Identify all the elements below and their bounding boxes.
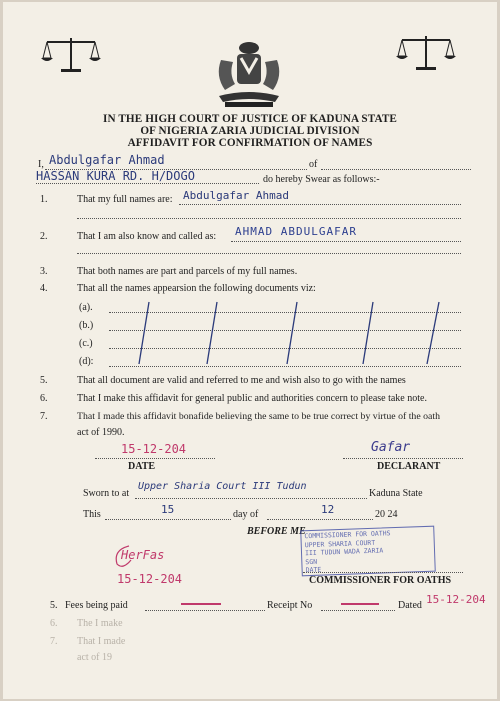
of-label: of (309, 159, 318, 170)
doc-b-label: (b.) (79, 320, 94, 331)
date-line (95, 458, 215, 459)
commissioner-stamp (300, 526, 436, 577)
item-5-text: That all document are valid and referred to me and wish also to go with the names (77, 375, 406, 386)
item-2-line (231, 241, 461, 242)
item-2-text: That I am also know and called as: (77, 231, 217, 242)
doc-c-label: (c.) (79, 338, 93, 349)
item-3-text: That both names are part and parcels of my full names. (77, 266, 298, 277)
scales-of-justice-left-icon (41, 36, 101, 74)
item-1-text: That my full names are: (77, 194, 173, 205)
commissioner-label: COMMISSIONER FOR OATHS (309, 575, 452, 586)
sworn-at-label: Sworn to at (83, 488, 130, 499)
fees-line (145, 610, 265, 611)
strike-slashes (113, 298, 473, 368)
commissioner-date: 15-12-204 (117, 572, 183, 586)
fees-dated-value: 15-12-204 (426, 593, 486, 606)
receipt-label: Receipt No (267, 600, 313, 611)
item-7-number: 7. (40, 411, 48, 422)
commissioner-signature: HerFas (121, 548, 165, 562)
applicant-address: HASSAN KURA RD. H/DOGO (36, 169, 195, 183)
item-5-number: 5. (40, 375, 48, 386)
dated-label: Dated (398, 600, 422, 611)
item-4-number: 4. (40, 283, 48, 294)
item-1-number: 1. (40, 194, 48, 205)
month-line (267, 519, 373, 520)
of-line (321, 169, 471, 170)
sworn-place-line (135, 498, 367, 499)
item-6-number: 6. (40, 393, 48, 404)
fees-label: Fees being paid (65, 600, 128, 611)
date-label: DATE (128, 461, 156, 472)
receipt-line (321, 610, 395, 611)
item-2-number: 2. (40, 231, 48, 242)
stamp-line-3: III TUDUN WADA ZARIA (304, 546, 384, 558)
commissioner-line (303, 572, 463, 573)
stamp-line-4: SGN (305, 557, 318, 566)
sworn-month: 12 (321, 503, 335, 516)
stamp-line-2: UPPER SHARIA COURT (304, 538, 376, 549)
stamp-line-1: COMMISSIONER FOR OATHS (304, 529, 391, 541)
court-title: IN THE HIGH COURT OF JUSTICE OF KADUNA STATE (103, 113, 397, 125)
division-title: OF NIGERIA ZARIA JUDICIAL DIVISION (140, 125, 360, 137)
faded-line-7: That I made (77, 636, 126, 647)
sworn-day: 15 (161, 503, 175, 516)
sworn-year: 20 24 (375, 509, 398, 520)
item-6-text: That I make this affidavit for general public and authorities concern to please take note. (77, 393, 427, 404)
date-value: 15-12-204 (121, 442, 187, 456)
faded-number-6: 6. (50, 618, 58, 629)
declarant-line (343, 458, 463, 459)
item-4-text: That all the names appearsion the following documents viz: (77, 283, 316, 294)
item-1-line (179, 204, 461, 205)
intro-i-label: I, (38, 159, 44, 170)
signature-flourish (109, 542, 139, 572)
receipt-dash (341, 603, 379, 605)
address-line (36, 183, 259, 184)
fees-dash (181, 603, 221, 605)
faded-line-6: The I make (77, 618, 123, 629)
item-7-text-cont: act of 1990. (77, 427, 125, 438)
item-2-line2 (77, 253, 461, 254)
stamp-line-5: DATE (305, 566, 322, 575)
sworn-state: Kaduna State (369, 488, 423, 499)
this-label: This (83, 509, 101, 520)
sworn-place: Upper Sharia Court III Tudun (138, 481, 307, 492)
item-2-fill: AHMAD ABDULGAFAR (235, 225, 357, 238)
fees-number: 5. (50, 600, 58, 611)
coat-of-arms-icon (211, 40, 287, 110)
doc-a-label: (a). (79, 302, 93, 313)
doc-d-label: (d): (79, 356, 94, 367)
affidavit-title: AFFIDAVIT FOR CONFIRMATION OF NAMES (127, 137, 373, 149)
item-1-fill: Abdulgafar Ahmad (183, 189, 289, 202)
declarant-signature: Gafar (371, 440, 411, 455)
day-line (105, 519, 231, 520)
declarant-label: DECLARANT (377, 461, 441, 472)
applicant-name: Abdulgafar Ahmad (49, 153, 165, 167)
swear-text: do hereby Swear as follows:- (263, 174, 380, 185)
faded-number-7: 7. (50, 636, 58, 647)
faded-line-7b: act of 19 (77, 652, 112, 663)
scales-of-justice-right-icon (396, 34, 456, 72)
item-1-line2 (77, 218, 461, 219)
item-3-number: 3. (40, 266, 48, 277)
item-7-text: That I made this affidavit bonafide believing the same to be true correct by virtue of the oath (77, 411, 440, 422)
affidavit-page (3, 2, 497, 699)
day-of-label: day of (233, 509, 259, 520)
before-me-label: BEFORE ME (247, 526, 306, 537)
